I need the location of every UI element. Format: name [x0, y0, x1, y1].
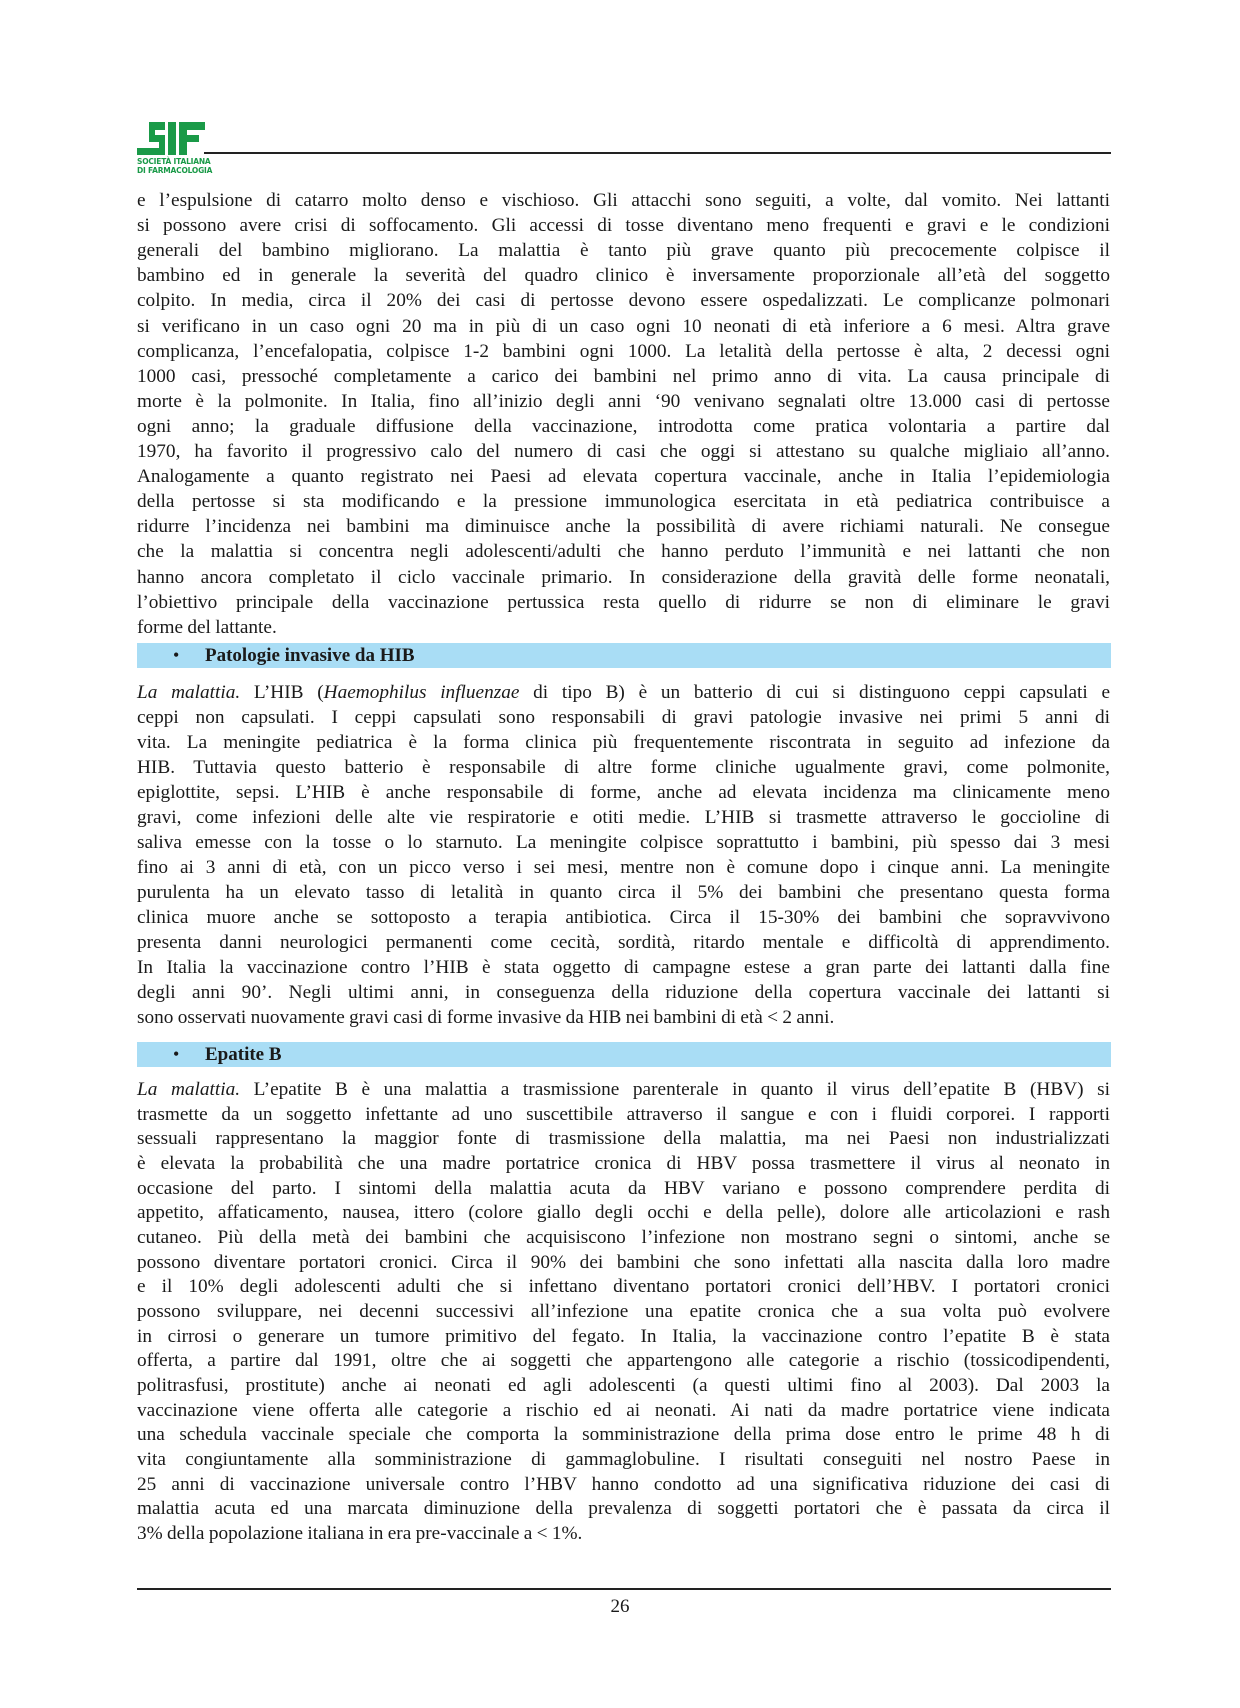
paragraph-line — [137, 730, 1110, 755]
text-run: HIB. Tuttavia questo batterio è responsabile di altre forme cliniche ugualmente gravi, come polmonite, — [137, 757, 1110, 778]
text-run: ogni anno; la graduale diffusione della vaccinazione, introdotta come pratica volontaria a partire dal — [137, 415, 1110, 437]
paragraph-line — [137, 1373, 1110, 1398]
paragraph-line — [137, 615, 1110, 640]
paragraph-line — [137, 263, 1110, 288]
paragraph-line — [137, 755, 1110, 780]
paragraph-line — [137, 830, 1110, 855]
paragraph-line — [137, 1324, 1110, 1349]
paragraph-line — [137, 1299, 1110, 1324]
bullet-icon: • — [173, 1044, 180, 1064]
section-heading — [137, 643, 1111, 668]
paragraph-line — [137, 1447, 1110, 1472]
paragraph-line — [137, 855, 1110, 880]
text-run: che la malattia si concentra negli adolescenti/adulti che hanno perduto l’immunità e nei lattanti che non — [137, 541, 1110, 563]
footer-rule — [137, 1588, 1111, 1590]
paragraph-line — [137, 238, 1110, 263]
text-run: offerta, a partire dal 1991, oltre che ai soggetti che appartengono alle categorie a rischio (tossicodipendenti, — [137, 1350, 1110, 1372]
text-run: degli anni 90’. Negli ultimi anni, in conseguenza della riduzione della copertura vaccinale dei lattanti si — [137, 982, 1110, 1003]
text-run: vita congiuntamente alla somministrazione di gammaglobuline. I risultati conseguiti nel nostro Paese in — [137, 1449, 1110, 1471]
italic-text: La malattia. — [137, 682, 241, 703]
text-run: 1970, ha favorito il progressivo calo del numero di casi che oggi si attestano su qualche migliaio all’anno. — [137, 441, 1110, 462]
paragraph-line — [137, 1102, 1110, 1127]
paragraph-line — [137, 389, 1110, 414]
paragraph-line — [137, 514, 1110, 539]
text-run: appetito, affaticamento, nausea, ittero (colore giallo degli occhi e della pelle), dolore alle articolazioni e rash — [137, 1202, 1110, 1224]
text-run: clinica muore anche se sottoposto a terapia antibiotica. Circa il 15-30% dei bambini che sopravvivono — [137, 907, 1110, 928]
paragraph-line — [137, 288, 1110, 313]
paragraph-line — [137, 1348, 1110, 1373]
paragraph-line — [137, 414, 1110, 439]
text-run: 1000 casi, pressoché completamente a carico dei bambini nel primo anno di vita. La causa principale di — [137, 365, 1110, 387]
paragraph-line — [137, 314, 1110, 339]
logo-text — [137, 158, 212, 175]
text-run: hanno ancora completato il ciclo vaccinale primario. In considerazione della gravità delle forme neonatali, — [137, 566, 1110, 588]
paragraph-line — [137, 565, 1110, 590]
text-run: fino ai 3 anni di età, con un picco verso i sei mesi, mentre non è comune dopo i cinque anni. La meningite — [137, 857, 1110, 878]
text-run: una schedula vaccinale speciale che comporta la somministrazione della prima dose entro le prime 48 h di — [137, 1424, 1110, 1446]
text-run: l’obiettivo principale della vaccinazione pertussica resta quello di ridurre se non di eliminare le gravi — [137, 591, 1110, 613]
paragraph-line — [137, 680, 1110, 705]
paragraph-line — [137, 1496, 1110, 1521]
text-run: in cirrosi o generare un tumore primitivo del fegato. In Italia, la vaccinazione contro l’epatite B è stata — [137, 1325, 1110, 1347]
paragraph-line — [137, 590, 1110, 615]
page-number: 26 — [610, 1596, 630, 1617]
paragraph-line — [137, 980, 1110, 1005]
paragraph-line — [137, 464, 1110, 489]
text-run: trasmette da un soggetto infettante ad uno suscettibile attraverso il sangue e con i fluidi corporei. I rapporti — [137, 1103, 1110, 1125]
text-run: ridurre l’incidenza nei bambini ma diminuisce anche la possibilità di avere richiami naturali. Ne consegue — [137, 516, 1110, 538]
text-run: di tipo B) è un batterio di cui si distinguono ceppi capsulati e — [519, 682, 1110, 703]
paragraph-line — [137, 1200, 1110, 1225]
text-run: è elevata la probabilità che una madre portatrice cronica di HBV possa trasmettere il virus al neonato in — [137, 1153, 1110, 1174]
sif-logo — [137, 122, 205, 156]
text-run: Analogamente a quanto registrato nei Paesi ad elevata copertura vaccinale, anche in Italia l’epidemiologia — [137, 466, 1110, 488]
paragraph-line — [137, 1005, 1110, 1030]
paragraph-line — [137, 880, 1110, 905]
section-heading-text: Epatite B — [205, 1044, 282, 1065]
text-run: sono osservati nuovamente gravi casi di forme invasive da HIB nei bambini di età < 2 anni. — [137, 1007, 835, 1028]
text-run: morte è la polmonite. In Italia, fino all’inizio degli anni ‘90 venivano segnalati oltre 13.000 casi di pertosse — [137, 390, 1110, 412]
paragraph-line — [137, 1274, 1110, 1299]
paragraph-line — [137, 1126, 1110, 1151]
text-run: purulenta ha un elevato tasso di letalità in quanto circa il 5% dei bambini che presentano questa forma — [137, 882, 1110, 903]
text-run: bambino ed in generale la severità del quadro clinico è inversamente proporzionale all’età del soggetto — [137, 265, 1110, 287]
header-rule — [204, 152, 1111, 154]
paragraph-line — [137, 489, 1110, 514]
paragraph-line — [137, 213, 1110, 238]
paragraph-line — [137, 705, 1110, 730]
paragraph-line — [137, 1225, 1110, 1250]
italic-text: Haemophilus influenzae — [323, 682, 520, 703]
text-run: cutaneo. Più della metà dei bambini che acquisiscono l’infezione non mostrano segni o sintomi, anche se — [137, 1227, 1110, 1249]
text-run: L’epatite B è una malattia a trasmissione parenterale in quanto il virus dell’epatite B (HBV) si — [240, 1079, 1111, 1100]
paragraph-line — [137, 1472, 1110, 1497]
paragraph-line — [137, 539, 1110, 564]
text-run: e il 10% degli adolescenti adulti che si infettano diventano portatori cronici dell’HBV. I portatori cronici — [137, 1276, 1110, 1298]
text-run: epiglottite, sepsi. L’HIB è anche responsabile di forme, anche ad elevata incidenza ma clinicamente meno — [137, 782, 1110, 803]
text-run: 25 anni di vaccinazione universale contro l’HBV hanno condotto ad una significativa riduzione dei casi di — [137, 1473, 1110, 1495]
text-run: 3% della popolazione italiana in era pre-vaccinale a < 1%. — [137, 1523, 583, 1545]
text-run: vaccinazione viene offerta alle categorie a rischio ed ai neonati. Ai nati da madre portatrice viene indicata — [137, 1399, 1110, 1421]
bullet-icon: • — [173, 645, 180, 665]
logo-text-line: DI FARMACOLOGIA — [137, 165, 213, 175]
section-heading — [137, 1042, 1111, 1067]
text-run: malattia acuta ed una marcata diminuzione della prevalenza di soggetti portatori che è passata da circa il — [137, 1498, 1110, 1520]
paragraph-line — [137, 1176, 1110, 1201]
text-run: sessuali rappresentano la maggior fonte di trasmissione della malattia, ma nei Paesi non industrializzati — [137, 1128, 1110, 1150]
text-run: politrasfusi, prostitute) anche ai neonati ed agli adolescenti (a questi ultimi fino al 2003). Dal 2003 la — [137, 1375, 1110, 1397]
italic-text: La malattia. — [137, 1079, 241, 1100]
text-run: vita. La meningite pediatrica è la forma clinica più frequentemente riscontrata in seguito ad infezione da — [137, 732, 1110, 753]
text-run: e l’espulsione di catarro molto denso e vischioso. Gli attacchi sono seguiti, a volte, dal vomito. Nei lattanti — [137, 190, 1110, 211]
paragraph-line — [137, 1077, 1110, 1102]
text-run: complicanza, l’encefalopatia, colpisce 1-2 bambini ogni 1000. La letalità della pertosse è alta, 2 decessi ogni — [137, 340, 1110, 362]
text-run: possono sviluppare, nei decenni successivi all’infezione una epatite cronica che a sua volta può evolvere — [137, 1301, 1110, 1323]
section-heading-text: Patologie invasive da HIB — [205, 645, 415, 666]
text-run: possono diventare portatori cronici. Circa il 90% dei bambini che sono infettati alla nascita dalla loro madre — [137, 1251, 1110, 1273]
logo-text-line: SOCIETÀ ITALIANA — [137, 157, 211, 166]
paragraph-line — [137, 1250, 1110, 1275]
paragraph-line — [137, 955, 1110, 980]
text-run: si possono avere crisi di soffocamento. Gli accessi di tosse diventano meno frequenti e gravi e le condizioni — [137, 215, 1110, 237]
paragraph-line — [137, 1521, 1110, 1546]
text-run: In Italia la vaccinazione contro l’HIB è stata oggetto di campagne estese a gran parte dei lattanti dalla fine — [137, 957, 1110, 978]
paragraph-line — [137, 905, 1110, 930]
paragraph-line — [137, 339, 1110, 364]
paragraph-line — [137, 439, 1110, 464]
text-run: occasione del parto. I sintomi della malattia acuta da HBV variano e possono comprendere perdita di — [137, 1177, 1110, 1199]
text-run: si verificano in un caso ogni 20 ma in più di un caso ogni 10 neonati di età inferiore a 6 mesi. Altra grave — [137, 315, 1110, 337]
paragraph-line — [137, 930, 1110, 955]
paragraph-line — [137, 364, 1110, 389]
text-run: L’HIB ( — [240, 682, 324, 703]
text-run: presenta danni neurologici permanenti come cecità, sordità, ritardo mentale e difficoltà di apprendimento. — [137, 932, 1110, 953]
paragraph-line — [137, 1151, 1110, 1176]
text-run: gravi, come infezioni delle alte vie respiratorie e otiti medie. L’HIB si trasmette attraverso le goccioline di — [137, 807, 1110, 828]
text-run: saliva emesse con la tosse o lo starnuto. La meningite colpisce soprattutto i bambini, più spesso dai 3 mesi — [137, 832, 1110, 853]
paragraph-line — [137, 188, 1110, 213]
paragraph-line — [137, 1398, 1110, 1423]
paragraph-line — [137, 780, 1110, 805]
text-run: ceppi non capsulati. I ceppi capsulati sono responsabili di gravi patologie invasive nei primi 5 anni di — [137, 707, 1110, 728]
paragraph-line — [137, 805, 1110, 830]
text-run: forme del lattante. — [137, 616, 277, 638]
paragraph-line — [137, 1422, 1110, 1447]
text-run: della pertosse si sta modificando e la pressione immunologica esercitata in età pediatrica contribuisce a — [137, 491, 1110, 513]
text-run: generali del bambino migliorano. La malattia è tanto più grave quanto più precocemente colpisce il — [137, 240, 1110, 262]
text-run: colpito. In media, circa il 20% dei casi di pertosse devono essere ospedalizzati. Le complicanze polmonari — [137, 290, 1110, 312]
